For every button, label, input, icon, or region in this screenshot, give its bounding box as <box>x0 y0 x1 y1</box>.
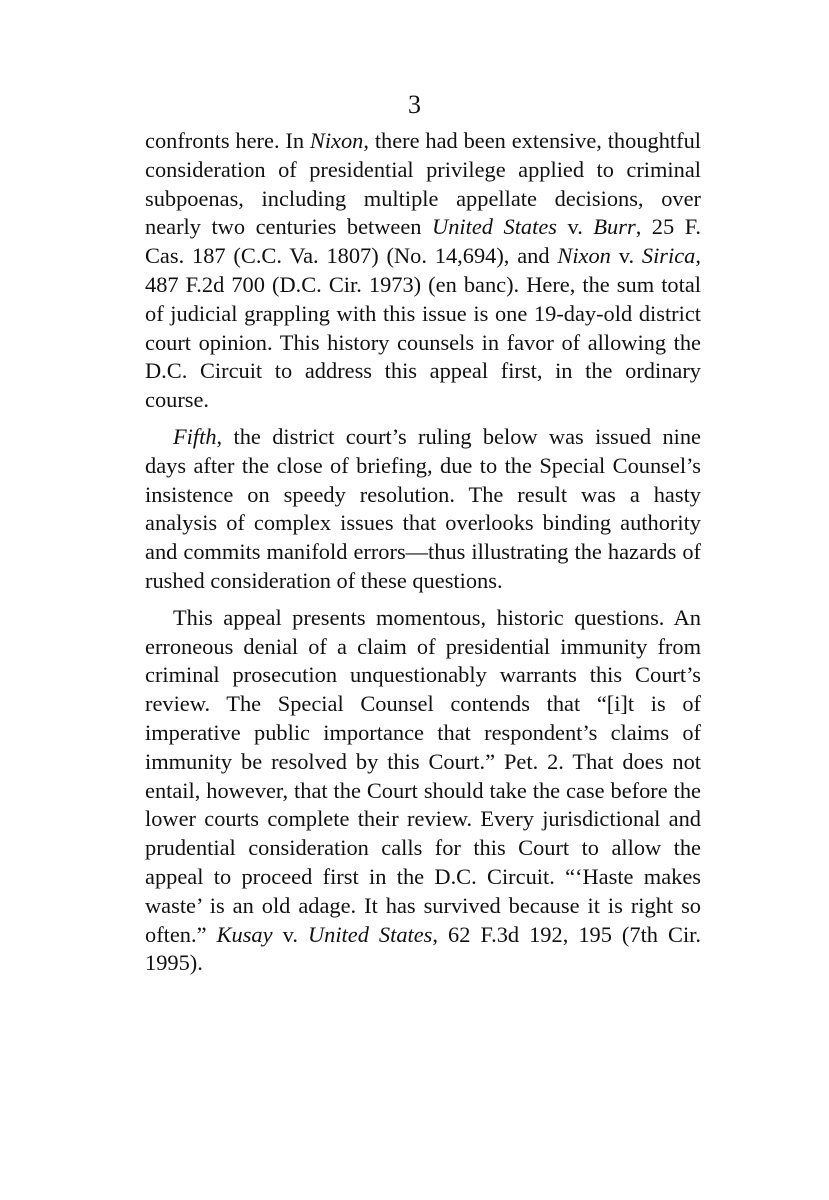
italic-text-segment: United States <box>307 921 433 947</box>
italic-text-segment: Fifth <box>173 423 217 449</box>
text-segment: , the district court’s ruling below was issued nine days after the close of briefing, due to the Special Counsel’s insistence on speedy resolution. The result was a hasty analysis of complex issues that overlooks binding authority and commits manifold errors—thus illustrating the hazards of rushed consideration of these questions. <box>145 423 701 593</box>
paragraph-nixon-history <box>145 127 701 415</box>
page-number: 3 <box>408 90 421 119</box>
text-segment: , there had been extensive, thoughtful consideration of presidential privilege applied to criminal subpoenas, including multiple appellate decisions, over nearly two centuries between <box>145 128 701 240</box>
paragraph-fifth-hasty-ruling <box>145 423 701 596</box>
italic-text-segment: Burr <box>593 214 636 240</box>
text-segment: v. <box>272 921 308 947</box>
text-segment: v. <box>556 214 594 240</box>
body-text <box>145 127 701 986</box>
paragraph-conclusion <box>145 604 701 978</box>
text-segment: , 487 F.2d 700 (D.C. Cir. 1973) (en banc). Here, the sum total of judicial grappling with this issue is one 19-day-old district court opinion. This history counsels in favor of allowing the D.C. Circuit to address this appeal first, in the ordinary course. <box>145 243 701 413</box>
text-segment: , 62 F.3d 192, 195 (7th Cir. 1995). <box>145 921 701 976</box>
italic-text-segment: Sirica <box>641 243 696 269</box>
italic-text-segment: United States <box>432 214 557 240</box>
text-segment: confronts here. In <box>145 128 310 153</box>
text-segment: This appeal presents momentous, historic questions. An erroneous denial of a claim of presidential immunity from criminal prosecution unquestionably warrants this Court’s review. The Special Counsel contends that “[i]t is of imperative public importance that respondent’s claims of immunity be resolved by this Court.” Pet. 2. That does not entail, however, that the Court should take the case before the lower courts complete their review. Every jurisdictional and prudential consideration calls for this Court to allow the appeal to proceed first in the D.C. Circuit. “‘Haste makes waste’ is an old adage. It has survived because it is right so often.” <box>145 604 701 947</box>
italic-text-segment: Nixon <box>309 128 364 153</box>
italic-text-segment: Nixon <box>557 243 611 269</box>
text-segment: v. <box>610 243 642 269</box>
text-segment: , 25 F. Cas. 187 (C.C. Va. 1807) (No. 14,694), and <box>145 214 701 269</box>
italic-text-segment: Kusay <box>216 921 273 947</box>
